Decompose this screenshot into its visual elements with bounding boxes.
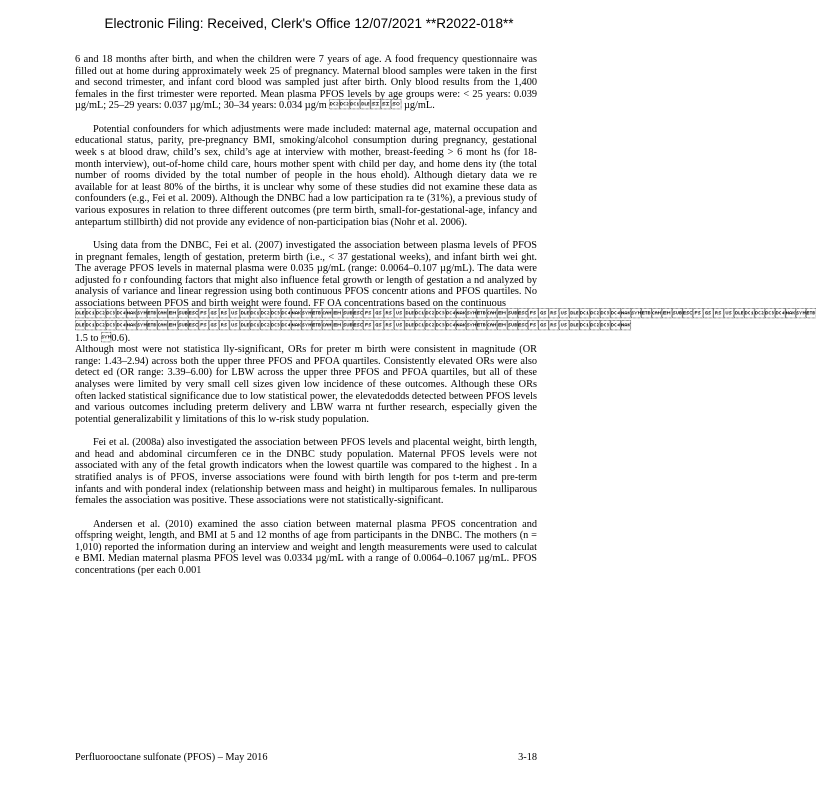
paragraph-2: Potential confounders for which adjustments were made included: maternal age, maternal occupation and educational status, parity, pre-pregnancy BMI, smoking/alcohol consumption during pregnancy, gestational week s at blood draw, child’s sex, child’s age at interview with mother, breast-feeding > 6 mont hs (for 18-month interview), out-of-home child care, hours mother spent with child per day, and home dens ity (the total number of rooms divided by the total number of people in the hous ehold). Although dietary data we re available for at least 80% of the births, it is unclear why some of these studies did not examine these data as confounders (e.g., Fei et al. 2009). Although the DNBC had a low participation ra te (31%), a previous study of various exposures in relation to three different outcomes (pre term birth, small-for-gestational-age, infancy and antepartum stillbirth) did not provide any evidence of non-participation bias (Nohr et al. 2006). [75,123,537,228]
page-number: 3-18 [518,752,537,763]
footer-document-title: Perfluorooctane sulfonate (PFOS) – May 2016 [75,752,268,763]
document-body [75,54,816,588]
paragraph-5: Andersen et al. (2010) examined the asso ciation between maternal plasma PFOS concentration and offspring weight, length, and BMI at 5 and 12 months of age from participants in the DNBC. The mothers (n = 1,010) reported the information during an interview and weight and length measurements were used to calculat e BMI. Median maternal plasma PFOS level was 0.0334 µg/mL with a range of 0.0064–0.1067 µg/mL. PFOS concentrations (per each 0.001 [75,518,537,576]
filing-stamp: Electronic Filing: Received, Clerk's Office 12/07/2021 **R2022-018** [104,16,514,31]
paragraph-4: Fei et al. (2008a) also investigated the association between PFOS levels and placental weight, birth length, and head and abdominal circumferen ce in the DNBC study population. Maternal PFOS levels were not associated with any of the fetal growth indicators when the lowest quartile was compared to the highest . In a stratified analys is of PFOS, inverse associations were found with birth length for pos t-term and pre-term infants and with ponderal index (relationship between mass and height) in multiparous females. In nulliparous females the association was positive. These associations were not statistically-significant. [75,437,537,507]
garbled-text-line:          1.5 to 0.6). [75,309,816,344]
paragraph-1: 6 and 18 months after birth, and when the children were 7 years of age. A food frequency questionnaire was filled out at home during approximately week 25 of pregnancy. Maternal blood samples were taken in the first and second trimester, and infant cord blood was sampled just after birth. Only blood results from the 1,400 females in the first trimester were reported. Mean plasma PFOS levels by age groups were: < 25 years: 0.039 µg/mL; 25–29 years: 0.037 µg/mL; 30–34 years: 0.034 µg/m  µg/mL. [75,54,537,112]
paragraph-3-continued: Although most were not statistica lly-significant, ORs for preter m birth were consistent in magnitude (OR range: 1.43–2.94) across both the upper three PFOS and PFOA quartiles. Consistently elevated ORs were also detect ed (OR range: 3.39–6.00) for LBW across the upper three PFOS and PFOA quartiles, but all of these analyses were limited by very small cell sizes given low incidence of these outcomes. Although these ORs often lacked statistical significance due to low statistical power, the elevatedodds detected between PFOS levels and various outcomes including preterm delivery and LBW warra nt further research, especially given the potential generalizabilit y limitations of this lo w-risk study population. [75,344,537,425]
paragraph-3: Using data from the DNBC, Fei et al. (2007) investigated the association between plasma levels of PFOS in pregnant females, length of gestation, preterm birth (i.e., < 37 gestational weeks), and infant birth wei ght. The average PFOS levels in maternal plasma were 0.035 µg/mL (range: 0.0064–0.107 µg/mL). The data were adjusted fo r confounding factors that might also influence fetal growth or length of gestation a nd analyzed by analysis of variance and linear regression using both continuous PFOS concentr ations and PFOS quartiles. No associations between PFOS and birth weight were found. FF OA concentrations based on the continuous [75,239,537,309]
